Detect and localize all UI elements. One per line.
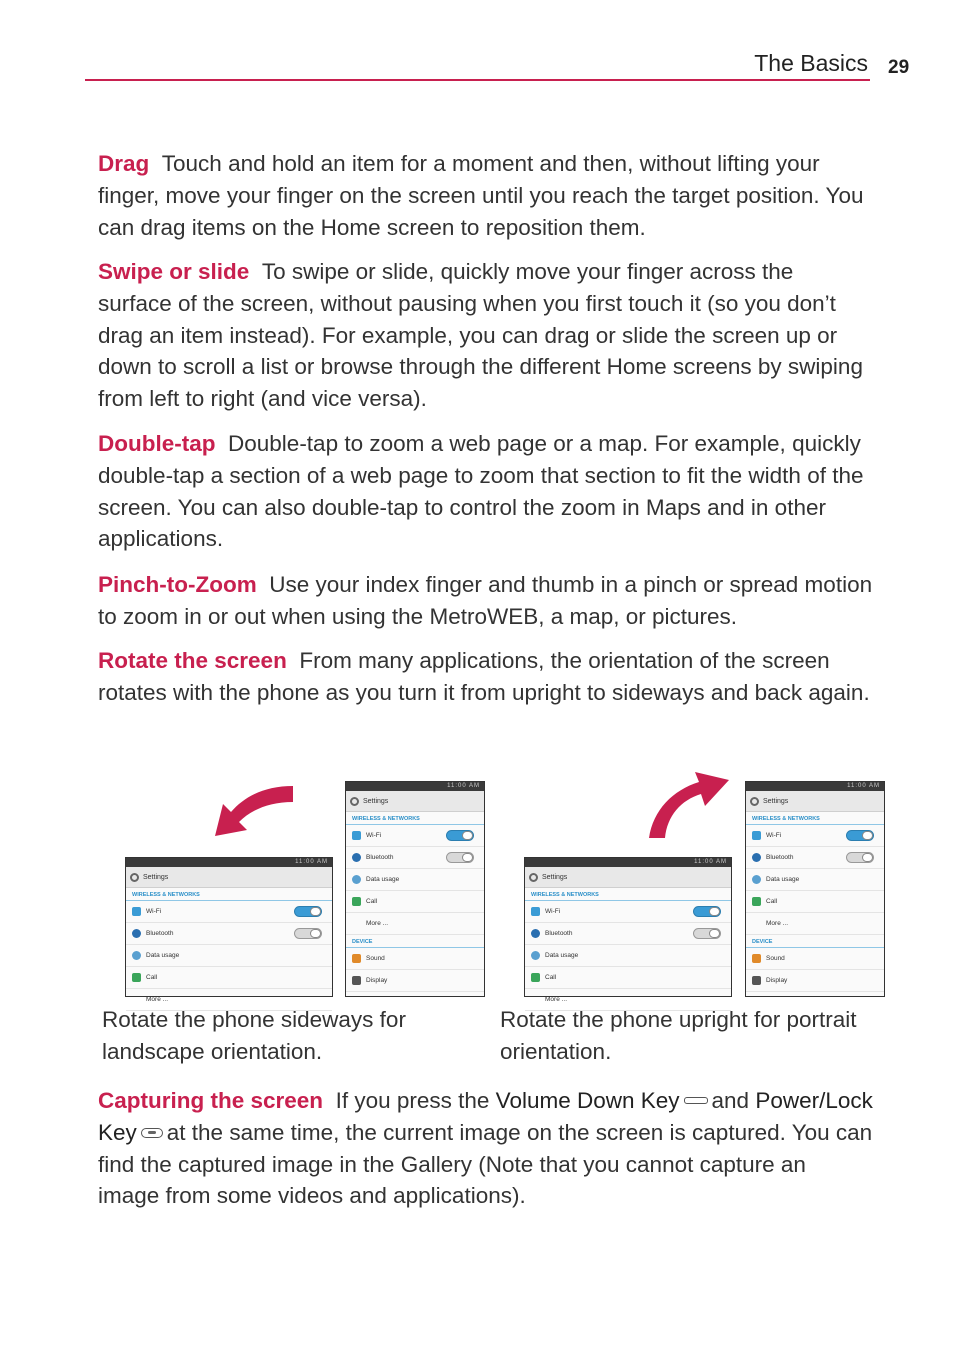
portrait-phone-screen-left xyxy=(345,781,485,997)
list-item-label: Bluetooth xyxy=(366,854,394,861)
list-item-label: Data usage xyxy=(545,952,579,959)
app-title: Settings xyxy=(763,797,789,805)
portrait-phone-screen-right xyxy=(745,781,885,997)
wifi-toggle[interactable] xyxy=(846,830,874,841)
list-item-label: Wi-Fi xyxy=(366,832,382,839)
status-time: 11:00 AM xyxy=(847,783,880,789)
list-item-label: Wi-Fi xyxy=(146,908,162,915)
rotate-paragraph xyxy=(98,645,873,709)
drag-text: Touch and hold an item for a moment and then, without lifting your finger, move your finger on the screen until you reach the target position. You can drag items on the Home screen to reposition them. xyxy=(98,151,864,240)
list-item[interactable] xyxy=(746,970,884,992)
rotate-left-arrow-icon xyxy=(205,778,300,840)
list-item-label: More ... xyxy=(766,920,789,927)
section-header: DEVICE xyxy=(746,935,884,948)
app-title: Settings xyxy=(143,873,169,881)
bluetooth-icon xyxy=(752,853,761,862)
wifi-toggle[interactable] xyxy=(294,906,322,917)
list-item-label: Bluetooth xyxy=(146,930,174,937)
list-item-label: Sound xyxy=(366,955,385,962)
list-item[interactable] xyxy=(746,913,884,935)
list-item-label: More ... xyxy=(146,996,169,1003)
gear-icon xyxy=(350,797,359,806)
rotate-term: Rotate the screen xyxy=(98,648,287,673)
list-item-label: Display xyxy=(366,977,388,984)
list-item[interactable] xyxy=(746,869,884,891)
settings-app-bar xyxy=(525,867,731,888)
data-usage-icon xyxy=(531,951,540,960)
list-item[interactable] xyxy=(126,967,332,989)
list-item-label: Wi-Fi xyxy=(766,832,782,839)
bluetooth-toggle[interactable] xyxy=(446,852,474,863)
list-item[interactable] xyxy=(126,923,332,945)
data-usage-icon xyxy=(352,875,361,884)
status-bar xyxy=(525,858,731,867)
wifi-icon xyxy=(531,907,540,916)
double-tap-paragraph xyxy=(98,428,873,555)
list-item[interactable] xyxy=(525,923,731,945)
caption-landscape: Rotate the phone sideways for landscape orientation. xyxy=(102,1007,406,1064)
list-item-label: More ... xyxy=(545,996,568,1003)
app-title: Settings xyxy=(542,873,568,881)
call-icon xyxy=(132,973,141,982)
list-item[interactable] xyxy=(346,825,484,847)
volume-down-key-icon xyxy=(684,1097,708,1104)
capture-text-2: and xyxy=(711,1088,750,1113)
list-item[interactable] xyxy=(346,869,484,891)
header-rule xyxy=(85,79,870,81)
section-header: WIRELESS & NETWORKS xyxy=(126,888,332,901)
list-item[interactable] xyxy=(346,913,484,935)
gear-icon xyxy=(130,873,139,882)
rotate-right-arrow-icon xyxy=(645,770,740,842)
list-item-label: More ... xyxy=(366,920,389,927)
running-header-title: The Basics xyxy=(754,50,868,76)
section-header: WIRELESS & NETWORKS xyxy=(525,888,731,901)
list-item[interactable] xyxy=(746,825,884,847)
capture-paragraph xyxy=(98,1085,873,1212)
pinch-text: Use your index finger and thumb in a pinch or spread motion to zoom in or out when using the MetroWEB, a map, or pictures. xyxy=(98,572,873,629)
volume-down-key-label: Volume Down Key xyxy=(495,1088,680,1113)
landscape-phone-screen-left xyxy=(125,857,333,1003)
status-bar xyxy=(746,782,884,791)
drag-paragraph xyxy=(98,148,873,243)
bluetooth-icon xyxy=(352,853,361,862)
status-bar xyxy=(126,858,332,867)
call-icon xyxy=(531,973,540,982)
double-tap-text: Double-tap to zoom a web page or a map. For example, quickly double-tap a section of a web page to zoom that section to fit the width of the screen. You can also double-tap to control the zoom in Maps and in other applications. xyxy=(98,431,864,552)
gear-icon xyxy=(529,873,538,882)
bluetooth-toggle[interactable] xyxy=(693,928,721,939)
settings-app-bar xyxy=(126,867,332,888)
gear-icon xyxy=(750,797,759,806)
bluetooth-toggle[interactable] xyxy=(294,928,322,939)
call-icon xyxy=(752,897,761,906)
power-lock-key-label: Power/Lock Key xyxy=(98,1088,873,1145)
bluetooth-icon xyxy=(531,929,540,938)
swipe-term: Swipe or slide xyxy=(98,259,250,284)
power-lock-key-icon xyxy=(141,1128,163,1138)
swipe-text: To swipe or slide, quickly move your finger across the surface of the screen, without pausing when you first touch it (so you don’t drag an item instead). For example, you can drag or slide the screen up or down to scroll a list or browse through the different Home screens by swiping from left to right (and vice versa). xyxy=(98,259,863,412)
section-header: WIRELESS & NETWORKS xyxy=(346,812,484,825)
list-item[interactable] xyxy=(346,970,484,992)
section-header: WIRELESS & NETWORKS xyxy=(746,812,884,825)
list-item-label: Call xyxy=(146,974,158,981)
list-item[interactable] xyxy=(746,891,884,913)
list-item-label: Data usage xyxy=(766,876,800,883)
list-item[interactable] xyxy=(126,901,332,923)
list-item[interactable] xyxy=(525,945,731,967)
drag-term: Drag xyxy=(98,151,150,176)
caption-portrait: Rotate the phone upright for portrait orientation. xyxy=(500,1007,857,1064)
list-item-label: Call xyxy=(366,898,378,905)
app-title: Settings xyxy=(363,797,389,805)
list-item[interactable] xyxy=(746,948,884,970)
capture-text-3: at the same time, the current image on the screen is captured. You can find the captured image in the Gallery (Note that you cannot capture an image from some videos and applications). xyxy=(98,1119,873,1209)
list-item[interactable] xyxy=(746,847,884,869)
data-usage-icon xyxy=(132,951,141,960)
bluetooth-icon xyxy=(132,929,141,938)
wifi-toggle[interactable] xyxy=(446,830,474,841)
list-item-label: Call xyxy=(545,974,557,981)
swipe-paragraph xyxy=(98,256,873,415)
status-bar xyxy=(346,782,484,791)
list-item[interactable] xyxy=(346,891,484,913)
wifi-icon xyxy=(132,907,141,916)
list-item-label: Display xyxy=(766,977,788,984)
page-number: 29 xyxy=(888,57,910,78)
pinch-term: Pinch-to-Zoom xyxy=(98,572,257,597)
wifi-icon xyxy=(352,831,361,840)
list-item[interactable] xyxy=(126,945,332,967)
call-icon xyxy=(352,897,361,906)
rotate-text: From many applications, the orientation of the screen rotates with the phone as you turn it from upright to sideways and back again. xyxy=(98,648,870,705)
settings-app-bar xyxy=(346,791,484,812)
double-tap-term: Double-tap xyxy=(98,431,216,456)
sound-icon xyxy=(352,954,361,963)
sound-icon xyxy=(752,954,761,963)
bluetooth-toggle[interactable] xyxy=(846,852,874,863)
list-item[interactable] xyxy=(525,967,731,989)
section-header: DEVICE xyxy=(346,935,484,948)
list-item-label: Sound xyxy=(766,955,785,962)
capture-text-1: If you press the xyxy=(335,1088,490,1113)
landscape-phone-screen-right xyxy=(524,857,732,1003)
list-item[interactable] xyxy=(346,847,484,869)
list-item[interactable] xyxy=(525,901,731,923)
capture-term: Capturing the screen xyxy=(98,1088,324,1113)
pinch-paragraph xyxy=(98,569,873,633)
status-time: 11:00 AM xyxy=(295,859,328,865)
list-item[interactable] xyxy=(346,948,484,970)
settings-app-bar xyxy=(746,791,884,812)
display-icon xyxy=(752,976,761,985)
list-item-label: Bluetooth xyxy=(545,930,573,937)
data-usage-icon xyxy=(752,875,761,884)
wifi-icon xyxy=(752,831,761,840)
status-time: 11:00 AM xyxy=(694,859,727,865)
wifi-toggle[interactable] xyxy=(693,906,721,917)
status-time: 11:00 AM xyxy=(447,783,480,789)
list-item-label: Data usage xyxy=(146,952,180,959)
display-icon xyxy=(352,976,361,985)
list-item-label: Bluetooth xyxy=(766,854,794,861)
list-item-label: Wi-Fi xyxy=(545,908,561,915)
list-item-label: Call xyxy=(766,898,778,905)
list-item-label: Data usage xyxy=(366,876,400,883)
